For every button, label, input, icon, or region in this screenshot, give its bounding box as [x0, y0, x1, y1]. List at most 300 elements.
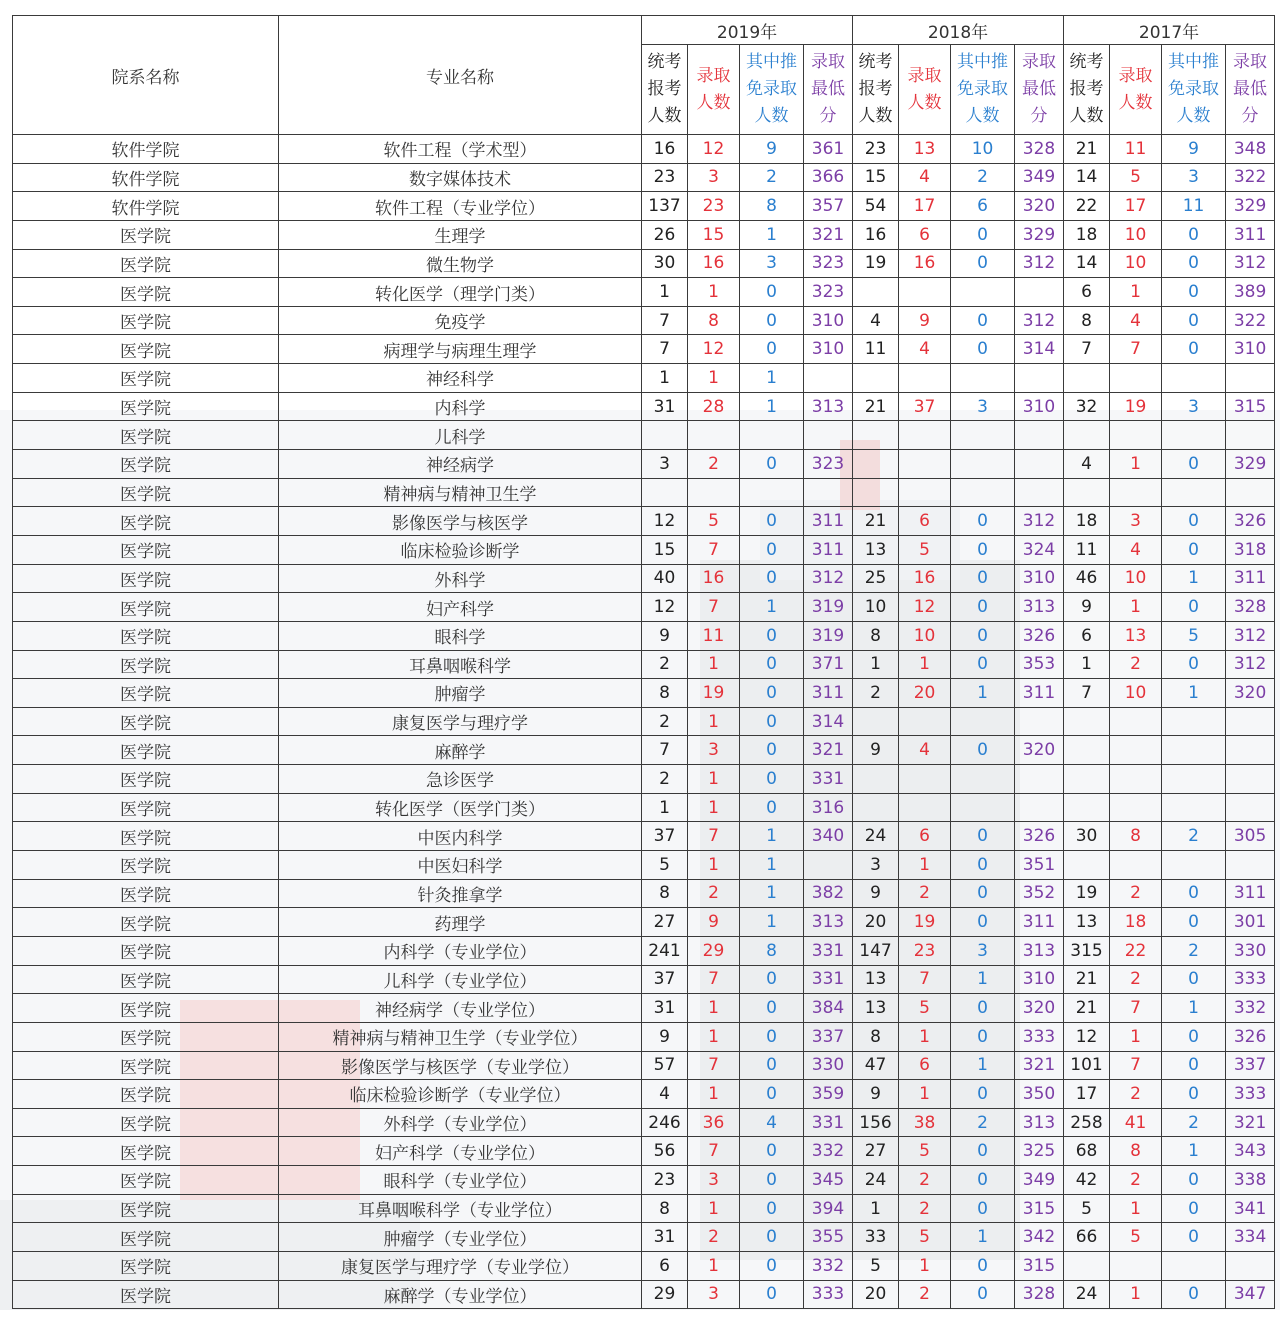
minscore-cell [1226, 736, 1275, 765]
college-cell: 软件学院 [13, 163, 279, 192]
college-cell: 医学院 [13, 450, 279, 479]
admitted-cell [899, 364, 951, 393]
table-row [13, 679, 1275, 708]
college-cell: 医学院 [13, 650, 279, 679]
admitted-cell: 2 [1110, 1166, 1162, 1195]
admitted-cell: 5 [688, 507, 740, 536]
exempt-cell: 0 [951, 593, 1015, 622]
college-cell: 软件学院 [13, 135, 279, 164]
reported-cell: 1 [642, 364, 688, 393]
minscore-cell: 310 [1015, 564, 1064, 593]
reported-cell: 14 [1064, 163, 1110, 192]
admitted-cell [899, 278, 951, 307]
admitted-cell: 2 [899, 1166, 951, 1195]
minscore-cell [1226, 1251, 1275, 1280]
reported-cell [1064, 421, 1110, 450]
exempt-cell: 2 [1162, 1108, 1226, 1137]
college-cell: 医学院 [13, 564, 279, 593]
exempt-cell: 0 [1162, 306, 1226, 335]
exempt-cell: 0 [951, 621, 1015, 650]
exempt-cell [951, 450, 1015, 479]
reported-cell [853, 478, 899, 507]
exempt-cell [951, 278, 1015, 307]
admitted-cell: 22 [1110, 936, 1162, 965]
exempt-cell: 0 [951, 908, 1015, 937]
reported-cell: 56 [642, 1137, 688, 1166]
minscore-cell: 313 [804, 908, 853, 937]
college-cell: 医学院 [13, 278, 279, 307]
reported-cell: 5 [853, 1251, 899, 1280]
exempt-cell: 0 [740, 707, 804, 736]
reported-cell: 4 [1064, 450, 1110, 479]
minscore-cell: 325 [1015, 1137, 1064, 1166]
reported-cell: 37 [642, 822, 688, 851]
reported-cell: 12 [1064, 1022, 1110, 1051]
minscore-cell [1015, 450, 1064, 479]
reported-cell: 13 [1064, 908, 1110, 937]
minscore-cell: 313 [1015, 593, 1064, 622]
admitted-cell [1110, 793, 1162, 822]
year-header: 2019年 [642, 16, 853, 45]
exempt-cell: 0 [951, 1080, 1015, 1109]
major-cell: 转化医学（医学门类） [279, 793, 642, 822]
exempt-cell [1162, 364, 1226, 393]
major-cell: 耳鼻咽喉科学（专业学位） [279, 1194, 642, 1223]
minscore-cell: 313 [804, 392, 853, 421]
reported-cell: 8 [642, 679, 688, 708]
exempt-cell: 0 [951, 249, 1015, 278]
reported-cell: 156 [853, 1108, 899, 1137]
admitted-cell [688, 421, 740, 450]
reported-cell: 16 [853, 220, 899, 249]
minscore-cell [804, 364, 853, 393]
exempt-cell: 8 [740, 936, 804, 965]
exempt-cell: 11 [1162, 192, 1226, 221]
exempt-cell: 0 [740, 621, 804, 650]
reported-cell: 18 [1064, 220, 1110, 249]
minscore-cell: 301 [1226, 908, 1275, 937]
college-cell: 医学院 [13, 1051, 279, 1080]
exempt-cell: 9 [740, 135, 804, 164]
exempt-cell: 1 [1162, 994, 1226, 1023]
admitted-cell: 7 [688, 535, 740, 564]
admitted-cell: 7 [1110, 994, 1162, 1023]
exempt-cell: 1 [740, 822, 804, 851]
minscore-cell [1226, 793, 1275, 822]
reported-cell [1064, 851, 1110, 880]
exempt-cell [951, 421, 1015, 450]
table-row [13, 1137, 1275, 1166]
major-cell: 临床检验诊断学（专业学位） [279, 1080, 642, 1109]
major-cell: 儿科学（专业学位） [279, 965, 642, 994]
reported-cell: 5 [1064, 1194, 1110, 1223]
minscore-cell: 331 [804, 965, 853, 994]
reported-cell: 2 [642, 765, 688, 794]
minscore-cell: 349 [1015, 1166, 1064, 1195]
exempt-cell: 3 [740, 249, 804, 278]
minscore-cell: 322 [1226, 306, 1275, 335]
college-cell: 医学院 [13, 1251, 279, 1280]
minscore-cell: 311 [804, 507, 853, 536]
minscore-cell: 330 [804, 1051, 853, 1080]
major-cell: 麻醉学 [279, 736, 642, 765]
admitted-cell: 3 [1110, 507, 1162, 536]
reported-cell: 23 [642, 1166, 688, 1195]
admitted-cell: 28 [688, 392, 740, 421]
college-cell: 软件学院 [13, 192, 279, 221]
reported-cell [1064, 765, 1110, 794]
admitted-cell: 7 [688, 1051, 740, 1080]
minscore-cell: 326 [1226, 507, 1275, 536]
table-row [13, 1194, 1275, 1223]
college-cell: 医学院 [13, 707, 279, 736]
admitted-cell: 9 [899, 306, 951, 335]
reported-cell: 19 [1064, 879, 1110, 908]
exempt-cell [1162, 707, 1226, 736]
college-cell: 医学院 [13, 392, 279, 421]
exempt-cell: 0 [1162, 1051, 1226, 1080]
reported-cell: 6 [642, 1251, 688, 1280]
reported-cell: 15 [853, 163, 899, 192]
minscore-cell [1015, 278, 1064, 307]
major-cell: 肿瘤学 [279, 679, 642, 708]
reported-cell: 25 [853, 564, 899, 593]
exempt-cell: 1 [740, 392, 804, 421]
admitted-cell: 10 [1110, 679, 1162, 708]
admitted-cell: 19 [899, 908, 951, 937]
minscore-cell [1015, 364, 1064, 393]
table-row [13, 822, 1275, 851]
exempt-cell: 1 [1162, 564, 1226, 593]
major-cell: 精神病与精神卫生学 [279, 478, 642, 507]
admitted-cell: 17 [899, 192, 951, 221]
reported-cell: 30 [1064, 822, 1110, 851]
minscore-cell: 323 [804, 278, 853, 307]
minscore-cell [1015, 707, 1064, 736]
table-row [13, 707, 1275, 736]
exempt-cell: 0 [1162, 908, 1226, 937]
exempt-cell: 0 [951, 220, 1015, 249]
minscore-cell: 311 [1226, 564, 1275, 593]
admitted-cell: 8 [688, 306, 740, 335]
college-cell: 医学院 [13, 965, 279, 994]
subheader-cell: 录取 最低 分 [804, 45, 853, 135]
college-cell: 医学院 [13, 1280, 279, 1309]
exempt-cell: 0 [1162, 1280, 1226, 1309]
exempt-cell: 0 [1162, 335, 1226, 364]
admitted-cell: 7 [1110, 335, 1162, 364]
exempt-cell [1162, 793, 1226, 822]
admitted-cell: 1 [899, 650, 951, 679]
admitted-cell: 6 [899, 1051, 951, 1080]
exempt-cell: 1 [1162, 679, 1226, 708]
major-cell: 眼科学（专业学位） [279, 1166, 642, 1195]
exempt-cell: 1 [740, 593, 804, 622]
reported-cell [853, 450, 899, 479]
major-cell: 肿瘤学（专业学位） [279, 1223, 642, 1252]
minscore-cell: 337 [804, 1022, 853, 1051]
reported-cell [853, 364, 899, 393]
exempt-cell [1162, 478, 1226, 507]
reported-cell: 6 [1064, 278, 1110, 307]
exempt-cell [951, 478, 1015, 507]
exempt-cell: 1 [951, 679, 1015, 708]
exempt-cell: 0 [951, 1251, 1015, 1280]
exempt-cell: 0 [740, 965, 804, 994]
minscore-cell: 348 [1226, 135, 1275, 164]
exempt-cell: 8 [740, 192, 804, 221]
table-row [13, 650, 1275, 679]
table-row [13, 278, 1275, 307]
admitted-cell: 1 [688, 1022, 740, 1051]
reported-cell: 46 [1064, 564, 1110, 593]
reported-cell: 23 [642, 163, 688, 192]
reported-cell: 1 [1064, 650, 1110, 679]
exempt-cell: 0 [951, 994, 1015, 1023]
exempt-cell: 1 [740, 879, 804, 908]
admitted-cell: 15 [688, 220, 740, 249]
major-cell: 病理学与病理生理学 [279, 335, 642, 364]
admitted-cell: 2 [1110, 965, 1162, 994]
exempt-cell: 2 [1162, 936, 1226, 965]
admitted-cell: 12 [688, 335, 740, 364]
admitted-cell [1110, 736, 1162, 765]
exempt-cell: 0 [740, 1051, 804, 1080]
table-row [13, 1022, 1275, 1051]
reported-cell: 3 [853, 851, 899, 880]
reported-cell: 10 [853, 593, 899, 622]
admitted-cell: 7 [1110, 1051, 1162, 1080]
exempt-cell: 0 [1162, 220, 1226, 249]
minscore-cell: 322 [1226, 163, 1275, 192]
minscore-cell: 384 [804, 994, 853, 1023]
admitted-cell: 1 [688, 1080, 740, 1109]
exempt-cell: 1 [740, 364, 804, 393]
admitted-cell: 1 [688, 765, 740, 794]
major-cell: 康复医学与理疗学 [279, 707, 642, 736]
major-cell: 中医内科学 [279, 822, 642, 851]
minscore-cell: 361 [804, 135, 853, 164]
exempt-cell: 0 [1162, 965, 1226, 994]
admitted-cell: 12 [688, 135, 740, 164]
major-cell: 生理学 [279, 220, 642, 249]
exempt-cell: 0 [951, 1022, 1015, 1051]
college-cell: 医学院 [13, 765, 279, 794]
college-cell: 医学院 [13, 1108, 279, 1137]
reported-cell: 24 [1064, 1280, 1110, 1309]
admitted-cell: 1 [688, 364, 740, 393]
college-cell: 医学院 [13, 364, 279, 393]
subheader-cell: 其中推 免录取 人数 [740, 45, 804, 135]
table-row [13, 135, 1275, 164]
exempt-cell: 0 [951, 335, 1015, 364]
admitted-cell: 5 [899, 1137, 951, 1166]
admitted-cell: 2 [899, 1194, 951, 1223]
exempt-cell: 0 [1162, 1022, 1226, 1051]
subheader-cell: 统考 报考 人数 [1064, 45, 1110, 135]
admitted-cell: 6 [899, 822, 951, 851]
college-cell: 医学院 [13, 421, 279, 450]
admitted-cell: 6 [899, 507, 951, 536]
minscore-cell: 321 [1226, 1108, 1275, 1137]
reported-cell: 22 [1064, 192, 1110, 221]
admitted-cell: 3 [688, 1166, 740, 1195]
exempt-cell: 0 [1162, 507, 1226, 536]
admitted-cell [688, 478, 740, 507]
minscore-cell: 319 [804, 621, 853, 650]
reported-cell: 11 [1064, 535, 1110, 564]
college-cell: 医学院 [13, 994, 279, 1023]
reported-cell: 7 [642, 335, 688, 364]
reported-cell: 1 [642, 278, 688, 307]
admitted-cell: 7 [688, 1137, 740, 1166]
exempt-cell: 0 [1162, 593, 1226, 622]
major-cell: 中医妇科学 [279, 851, 642, 880]
table-row [13, 163, 1275, 192]
subheader-cell: 录取 最低 分 [1226, 45, 1275, 135]
reported-cell [642, 478, 688, 507]
minscore-cell: 331 [804, 765, 853, 794]
admitted-cell [1110, 765, 1162, 794]
major-cell: 妇产科学（专业学位） [279, 1137, 642, 1166]
minscore-cell: 323 [804, 249, 853, 278]
minscore-cell [1015, 765, 1064, 794]
admitted-cell: 5 [899, 994, 951, 1023]
admitted-cell: 3 [688, 736, 740, 765]
admitted-cell: 2 [688, 1223, 740, 1252]
minscore-cell [1015, 478, 1064, 507]
admitted-cell: 5 [1110, 163, 1162, 192]
minscore-cell: 310 [804, 306, 853, 335]
exempt-cell: 4 [740, 1108, 804, 1137]
minscore-cell: 314 [1015, 335, 1064, 364]
exempt-cell: 0 [740, 278, 804, 307]
minscore-cell: 329 [1226, 450, 1275, 479]
admitted-cell: 13 [899, 135, 951, 164]
reported-cell: 8 [642, 879, 688, 908]
college-cell: 医学院 [13, 220, 279, 249]
exempt-cell [1162, 1251, 1226, 1280]
admitted-cell [899, 450, 951, 479]
exempt-cell: 0 [1162, 879, 1226, 908]
college-cell: 医学院 [13, 306, 279, 335]
minscore-cell [1226, 421, 1275, 450]
reported-cell [853, 278, 899, 307]
minscore-cell [804, 851, 853, 880]
exempt-cell: 0 [951, 822, 1015, 851]
admitted-cell: 5 [1110, 1223, 1162, 1252]
exempt-cell: 0 [951, 736, 1015, 765]
college-cell: 医学院 [13, 593, 279, 622]
minscore-cell: 343 [1226, 1137, 1275, 1166]
admitted-cell: 38 [899, 1108, 951, 1137]
exempt-cell [951, 765, 1015, 794]
reported-cell [1064, 1251, 1110, 1280]
minscore-cell: 312 [1015, 249, 1064, 278]
reported-cell: 2 [642, 707, 688, 736]
reported-cell: 23 [853, 135, 899, 164]
minscore-cell: 312 [1226, 621, 1275, 650]
table-row [13, 421, 1275, 450]
college-cell: 医学院 [13, 1137, 279, 1166]
major-cell: 免疫学 [279, 306, 642, 335]
major-cell: 微生物学 [279, 249, 642, 278]
reported-cell: 57 [642, 1051, 688, 1080]
reported-cell: 8 [1064, 306, 1110, 335]
exempt-cell: 0 [1162, 535, 1226, 564]
exempt-cell: 0 [740, 335, 804, 364]
minscore-cell: 312 [804, 564, 853, 593]
college-cell: 医学院 [13, 793, 279, 822]
minscore-cell: 313 [1015, 1108, 1064, 1137]
admitted-cell: 7 [688, 965, 740, 994]
minscore-cell: 350 [1015, 1080, 1064, 1109]
minscore-cell: 310 [1015, 965, 1064, 994]
minscore-cell [1226, 364, 1275, 393]
minscore-cell: 311 [804, 535, 853, 564]
reported-cell: 27 [642, 908, 688, 937]
minscore-cell: 323 [804, 450, 853, 479]
exempt-cell: 5 [1162, 621, 1226, 650]
reported-cell [853, 707, 899, 736]
reported-cell: 18 [1064, 507, 1110, 536]
subheader-cell: 录取 最低 分 [1015, 45, 1064, 135]
minscore-cell: 352 [1015, 879, 1064, 908]
reported-cell: 21 [1064, 965, 1110, 994]
admitted-cell: 9 [688, 908, 740, 937]
reported-cell: 31 [642, 994, 688, 1023]
college-cell: 医学院 [13, 621, 279, 650]
table-row [13, 765, 1275, 794]
year-header: 2018年 [853, 16, 1064, 45]
admitted-cell: 10 [899, 621, 951, 650]
admitted-cell: 1 [688, 994, 740, 1023]
exempt-cell: 0 [740, 450, 804, 479]
minscore-cell: 366 [804, 163, 853, 192]
college-cell: 医学院 [13, 851, 279, 880]
admitted-cell: 1 [688, 793, 740, 822]
minscore-cell: 310 [804, 335, 853, 364]
table-row [13, 1051, 1275, 1080]
minscore-cell [1226, 707, 1275, 736]
minscore-cell: 389 [1226, 278, 1275, 307]
minscore-cell: 333 [804, 1280, 853, 1309]
table-row [13, 793, 1275, 822]
admitted-cell: 3 [688, 163, 740, 192]
reported-cell [1064, 793, 1110, 822]
reported-cell: 9 [853, 736, 899, 765]
exempt-cell: 0 [740, 535, 804, 564]
admitted-cell: 10 [1110, 220, 1162, 249]
table-row [13, 1280, 1275, 1309]
exempt-cell: 0 [740, 650, 804, 679]
reported-cell: 6 [1064, 621, 1110, 650]
subheader-cell: 统考 报考 人数 [642, 45, 688, 135]
admitted-cell: 10 [1110, 249, 1162, 278]
exempt-cell [740, 421, 804, 450]
reported-cell: 54 [853, 192, 899, 221]
exempt-cell: 0 [1162, 1194, 1226, 1223]
admitted-cell: 29 [688, 936, 740, 965]
minscore-cell: 351 [1015, 851, 1064, 880]
exempt-cell: 0 [1162, 1166, 1226, 1195]
reported-cell [1064, 736, 1110, 765]
minscore-cell: 312 [1226, 249, 1275, 278]
admitted-cell: 1 [899, 851, 951, 880]
exempt-cell: 1 [740, 851, 804, 880]
reported-cell: 12 [642, 593, 688, 622]
reported-cell: 42 [1064, 1166, 1110, 1195]
